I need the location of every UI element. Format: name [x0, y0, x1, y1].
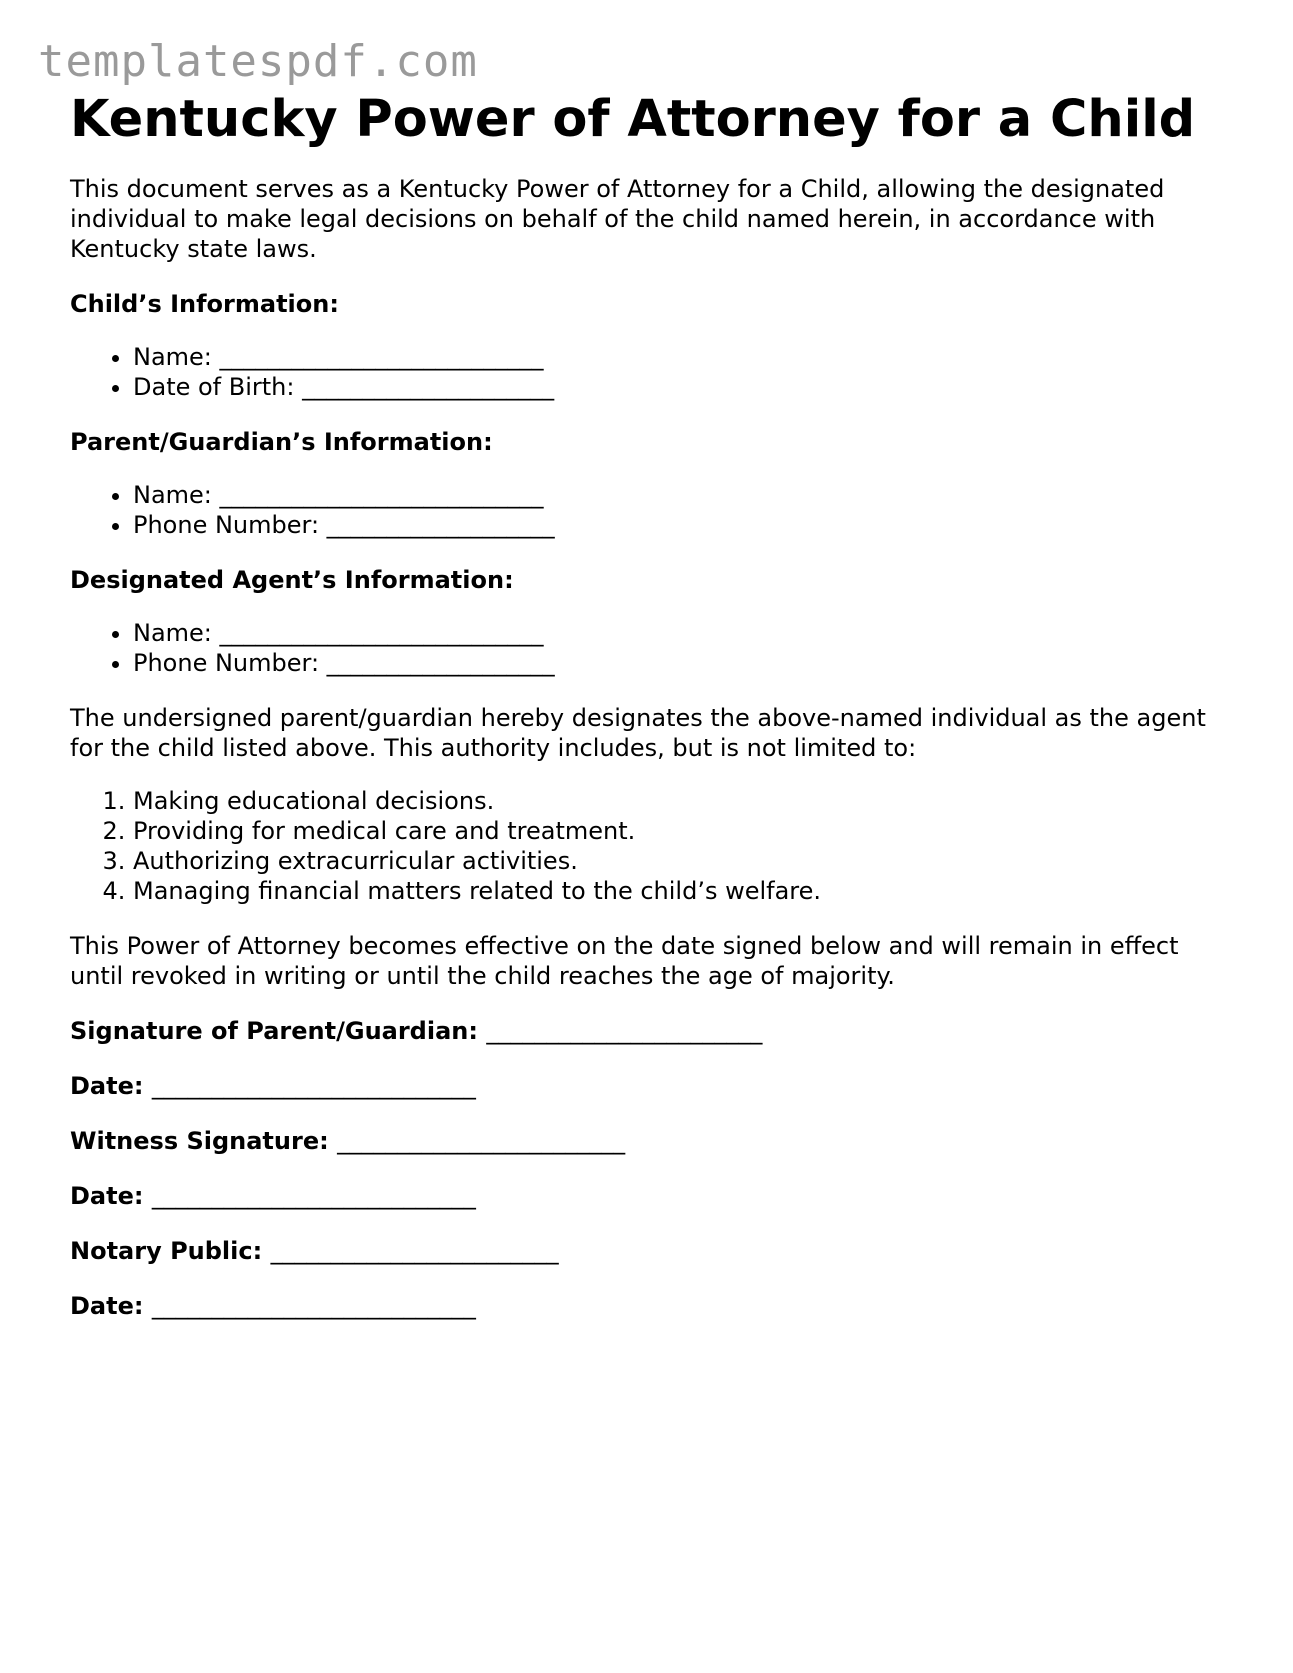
parent-signature-line	[70, 1016, 1230, 1046]
date-blank: ___________________________	[151, 1182, 476, 1210]
authority-item: 3. Authorizing extracurricular activities.	[133, 846, 1230, 876]
authority-item: 1. Making educational decisions.	[133, 786, 1230, 816]
designation-paragraph: The undersigned parent/guardian hereby designates the above-named individual as the agent for the child listed above. This authority includes, but is not limited to:	[70, 704, 1206, 762]
parent-date-line	[70, 1071, 1230, 1101]
agent-name-field: • Name: ___________________________	[133, 618, 1230, 648]
authority-item: 2. Providing for medical care and treatment.	[133, 816, 1230, 846]
witness-signature-line	[70, 1126, 1230, 1156]
child-name-field: • Name: ___________________________	[133, 342, 1230, 372]
date-label: Date:	[70, 1182, 144, 1210]
notary-blank: ________________________	[270, 1237, 559, 1265]
date-label: Date:	[70, 1072, 144, 1100]
notary-label: Notary Public:	[70, 1237, 263, 1265]
signature-label: Signature of Parent/Guardian:	[70, 1017, 478, 1045]
date-blank: ___________________________	[151, 1072, 476, 1100]
signature-blank: _______________________	[486, 1017, 763, 1045]
child-dob-field: • Date of Birth: _____________________	[133, 372, 1230, 402]
witness-label: Witness Signature:	[70, 1127, 329, 1155]
notary-line	[70, 1236, 1230, 1266]
intro-paragraph: This document serves as a Kentucky Power of Attorney for a Child, allowing the designated individual to make legal decisions on behalf of the child named herein, in accordance with Kentucky state laws.	[70, 175, 1165, 263]
parent-name-field: • Name: ___________________________	[133, 480, 1230, 510]
parent-info-list	[70, 480, 1230, 540]
parent-phone-field: • Phone Number: ___________________	[133, 510, 1230, 540]
document-title: Kentucky Power of Attorney for a Child	[70, 90, 1196, 149]
notary-date-line	[70, 1291, 1230, 1321]
document-page	[70, 88, 1230, 1321]
witness-blank: ________________________	[337, 1127, 626, 1155]
date-label: Date:	[70, 1292, 144, 1320]
child-info-list	[70, 342, 1230, 402]
authorities-list	[70, 786, 1230, 906]
effective-paragraph: This Power of Attorney becomes effective on the date signed below and will remain in effect until revoked in writing or until the child reaches the age of majority.	[70, 932, 1179, 990]
child-info-heading: Child’s Information:	[70, 290, 339, 318]
witness-date-line	[70, 1181, 1230, 1211]
watermark: templatespdf.com	[38, 36, 478, 87]
agent-phone-field: • Phone Number: ___________________	[133, 648, 1230, 678]
date-blank: ___________________________	[151, 1292, 476, 1320]
authority-item: 4. Managing financial matters related to the child’s welfare.	[133, 876, 1230, 906]
agent-info-heading: Designated Agent’s Information:	[70, 566, 514, 594]
agent-info-list	[70, 618, 1230, 678]
parent-info-heading: Parent/Guardian’s Information:	[70, 428, 493, 456]
